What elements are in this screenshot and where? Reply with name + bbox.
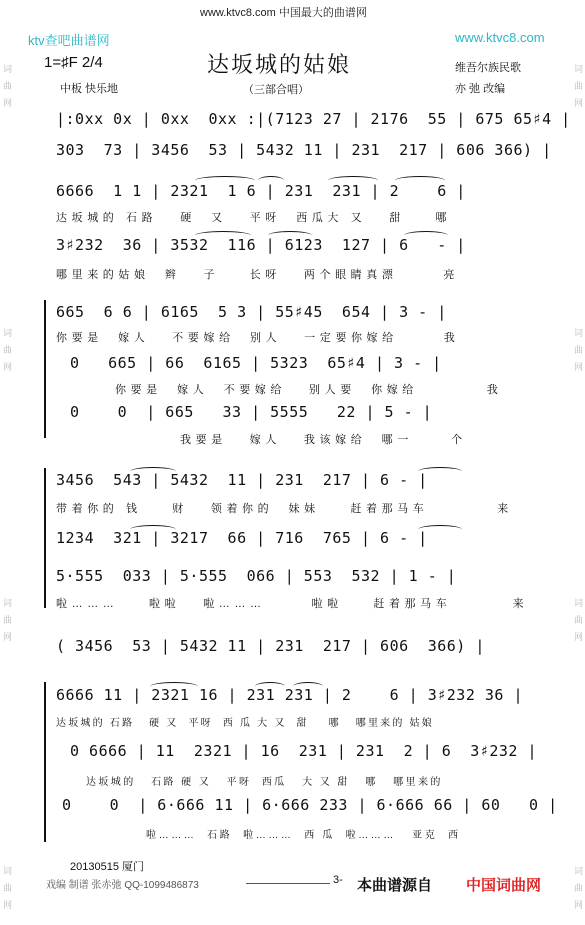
slur <box>130 467 176 476</box>
lyric-row: 带着你的 钱 财 领着你的 妹妹 赶着那马车 来 <box>56 503 513 515</box>
song-subtitle: （三部合唱） <box>243 84 309 96</box>
lyric-row: 达坂城的 石路 硬 又 平呀 西瓜 大 又 甜 哪 哪里来的 <box>86 777 443 788</box>
slur <box>150 682 198 691</box>
watermark-char: 词 <box>3 599 13 609</box>
watermark-char: 网 <box>3 363 13 373</box>
score-row: 0 0 | 6·666 11 | 6·666 233 | 6·666 66 | 60 0 | <box>62 796 558 814</box>
header-brand-right: www.ktvc8.com <box>455 30 545 45</box>
lyric-row: 哪里来的姑娘 辫 子 长呀 两个眼睛真漂 亮 <box>56 269 460 281</box>
slur <box>258 176 284 185</box>
score-row: 665 6 6 | 6165 5 3 | 55♯45 654 | 3 - | <box>56 303 447 321</box>
score-row: 303 73 | 3456 53 | 5432 11 | 231 217 | 606 366) | <box>56 141 552 159</box>
lyric-row: 我要是 嫁人 我该嫁给 哪一 个 <box>180 434 467 446</box>
lyric-row: 你要是 嫁人 不要嫁给 别人 一定要你嫁给 我 <box>56 332 460 344</box>
watermark-char: 网 <box>574 901 584 911</box>
score-row: 6666 1 1 | 2321 1 6 | 231 231 | 2 6 | <box>56 182 466 200</box>
score-row: 0 6666 | 11 2321 | 16 231 | 231 2 | 6 3♯232 | <box>70 742 538 760</box>
score-row: |:0xx 0x | 0xx 0xx :|(7123 27 | 2176 55 | 675 65♯4 | <box>56 110 571 128</box>
lyric-row: 你要是 嫁人 不要嫁给 别人要 你嫁给 我 <box>115 384 503 396</box>
score-row: 3♯232 36 | 3532 116 | 6123 127 | 6 - | <box>56 236 466 254</box>
page-number: 3- <box>333 874 343 886</box>
slur <box>268 231 312 240</box>
score-row: ( 3456 53 | 5432 11 | 231 217 | 606 366) | <box>56 637 485 655</box>
score-row: 0 665 | 66 6165 | 5323 65♯4 | 3 - | <box>70 354 442 372</box>
song-title: 达坂城的姑娘 <box>207 53 352 78</box>
slur <box>395 176 445 185</box>
slur <box>195 176 255 185</box>
watermark-char: 词 <box>574 65 584 75</box>
watermark-char: 曲 <box>3 884 13 894</box>
watermark-char: 网 <box>574 99 584 109</box>
score-row: 0 0 | 665 33 | 5555 22 | 5 - | <box>70 403 433 421</box>
watermark-char: 曲 <box>3 82 13 92</box>
watermark-char: 词 <box>574 599 584 609</box>
lyric-row: 达坂城的 石路 硬 又 平呀 西瓜大 又 甜 哪 <box>56 212 452 224</box>
footer-date: 20130515 厦门 <box>70 861 144 873</box>
lyric-row: 达坂城的 石路 硬 又 平呀 西 瓜 大 又 甜 哪 哪里来的 姑娘 <box>56 718 434 729</box>
slur <box>404 231 448 240</box>
watermark-char: 曲 <box>3 346 13 356</box>
song-origin: 维吾尔族民歌 <box>455 62 521 74</box>
score-row: 6666 11 | 2321 16 | 231 231 | 2 6 | 3♯232 36 | <box>56 686 524 704</box>
score-row: 3456 543 | 5432 11 | 231 217 | 6 - | <box>56 471 428 489</box>
watermark-char: 曲 <box>3 616 13 626</box>
slur <box>130 525 176 534</box>
slur <box>255 682 285 691</box>
header-site-line: www.ktvc8.com 中国最大的曲谱网 <box>200 7 367 19</box>
left-watermark-column <box>0 0 14 925</box>
footer-site-link[interactable]: 中国词曲网 <box>466 877 542 894</box>
watermark-char: 词 <box>574 329 584 339</box>
watermark-char: 网 <box>3 633 13 643</box>
watermark-char: 词 <box>3 867 13 877</box>
watermark-char: 词 <box>3 65 13 75</box>
lyric-row: 啦……… 石路 啦……… 西 瓜 啦……… 亚克 西 <box>146 830 461 841</box>
score-row: 1234 321 | 3217 66 | 716 765 | 6 - | <box>56 529 428 547</box>
watermark-char: 词 <box>574 867 584 877</box>
key-signature: 1=♯F 2/4 <box>44 54 103 71</box>
system-brace <box>44 300 50 438</box>
system-brace <box>44 468 50 608</box>
right-watermark-column <box>571 0 585 925</box>
watermark-char: 曲 <box>574 884 584 894</box>
slur <box>328 176 378 185</box>
footer-divider <box>246 883 330 884</box>
watermark-char: 词 <box>3 329 13 339</box>
watermark-char: 曲 <box>574 346 584 356</box>
watermark-char: 网 <box>574 633 584 643</box>
header-brand-left: ktv查吧曲谱网 <box>28 33 110 48</box>
watermark-char: 网 <box>3 99 13 109</box>
system-brace <box>44 682 50 842</box>
watermark-char: 曲 <box>574 82 584 92</box>
watermark-char: 网 <box>3 901 13 911</box>
arranger-credit: 亦 弛 改编 <box>455 83 506 95</box>
score-row: 5·555 033 | 5·555 066 | 553 532 | 1 - | <box>56 567 457 585</box>
watermark-char: 曲 <box>574 616 584 626</box>
tempo-marking: 中板 快乐地 <box>60 83 119 95</box>
slur <box>418 467 462 476</box>
slur <box>418 525 462 534</box>
watermark-char: 网 <box>574 363 584 373</box>
footer-source-label: 本曲谱源自 <box>357 877 433 894</box>
slur <box>293 682 323 691</box>
footer-credit: 戏编 制谱 张赤弛 QQ-1099486873 <box>46 880 199 891</box>
slur <box>195 231 251 240</box>
lyric-row: 啦……… 啦啦 啦……… 啦啦 赶着那马车 来 <box>56 598 529 610</box>
